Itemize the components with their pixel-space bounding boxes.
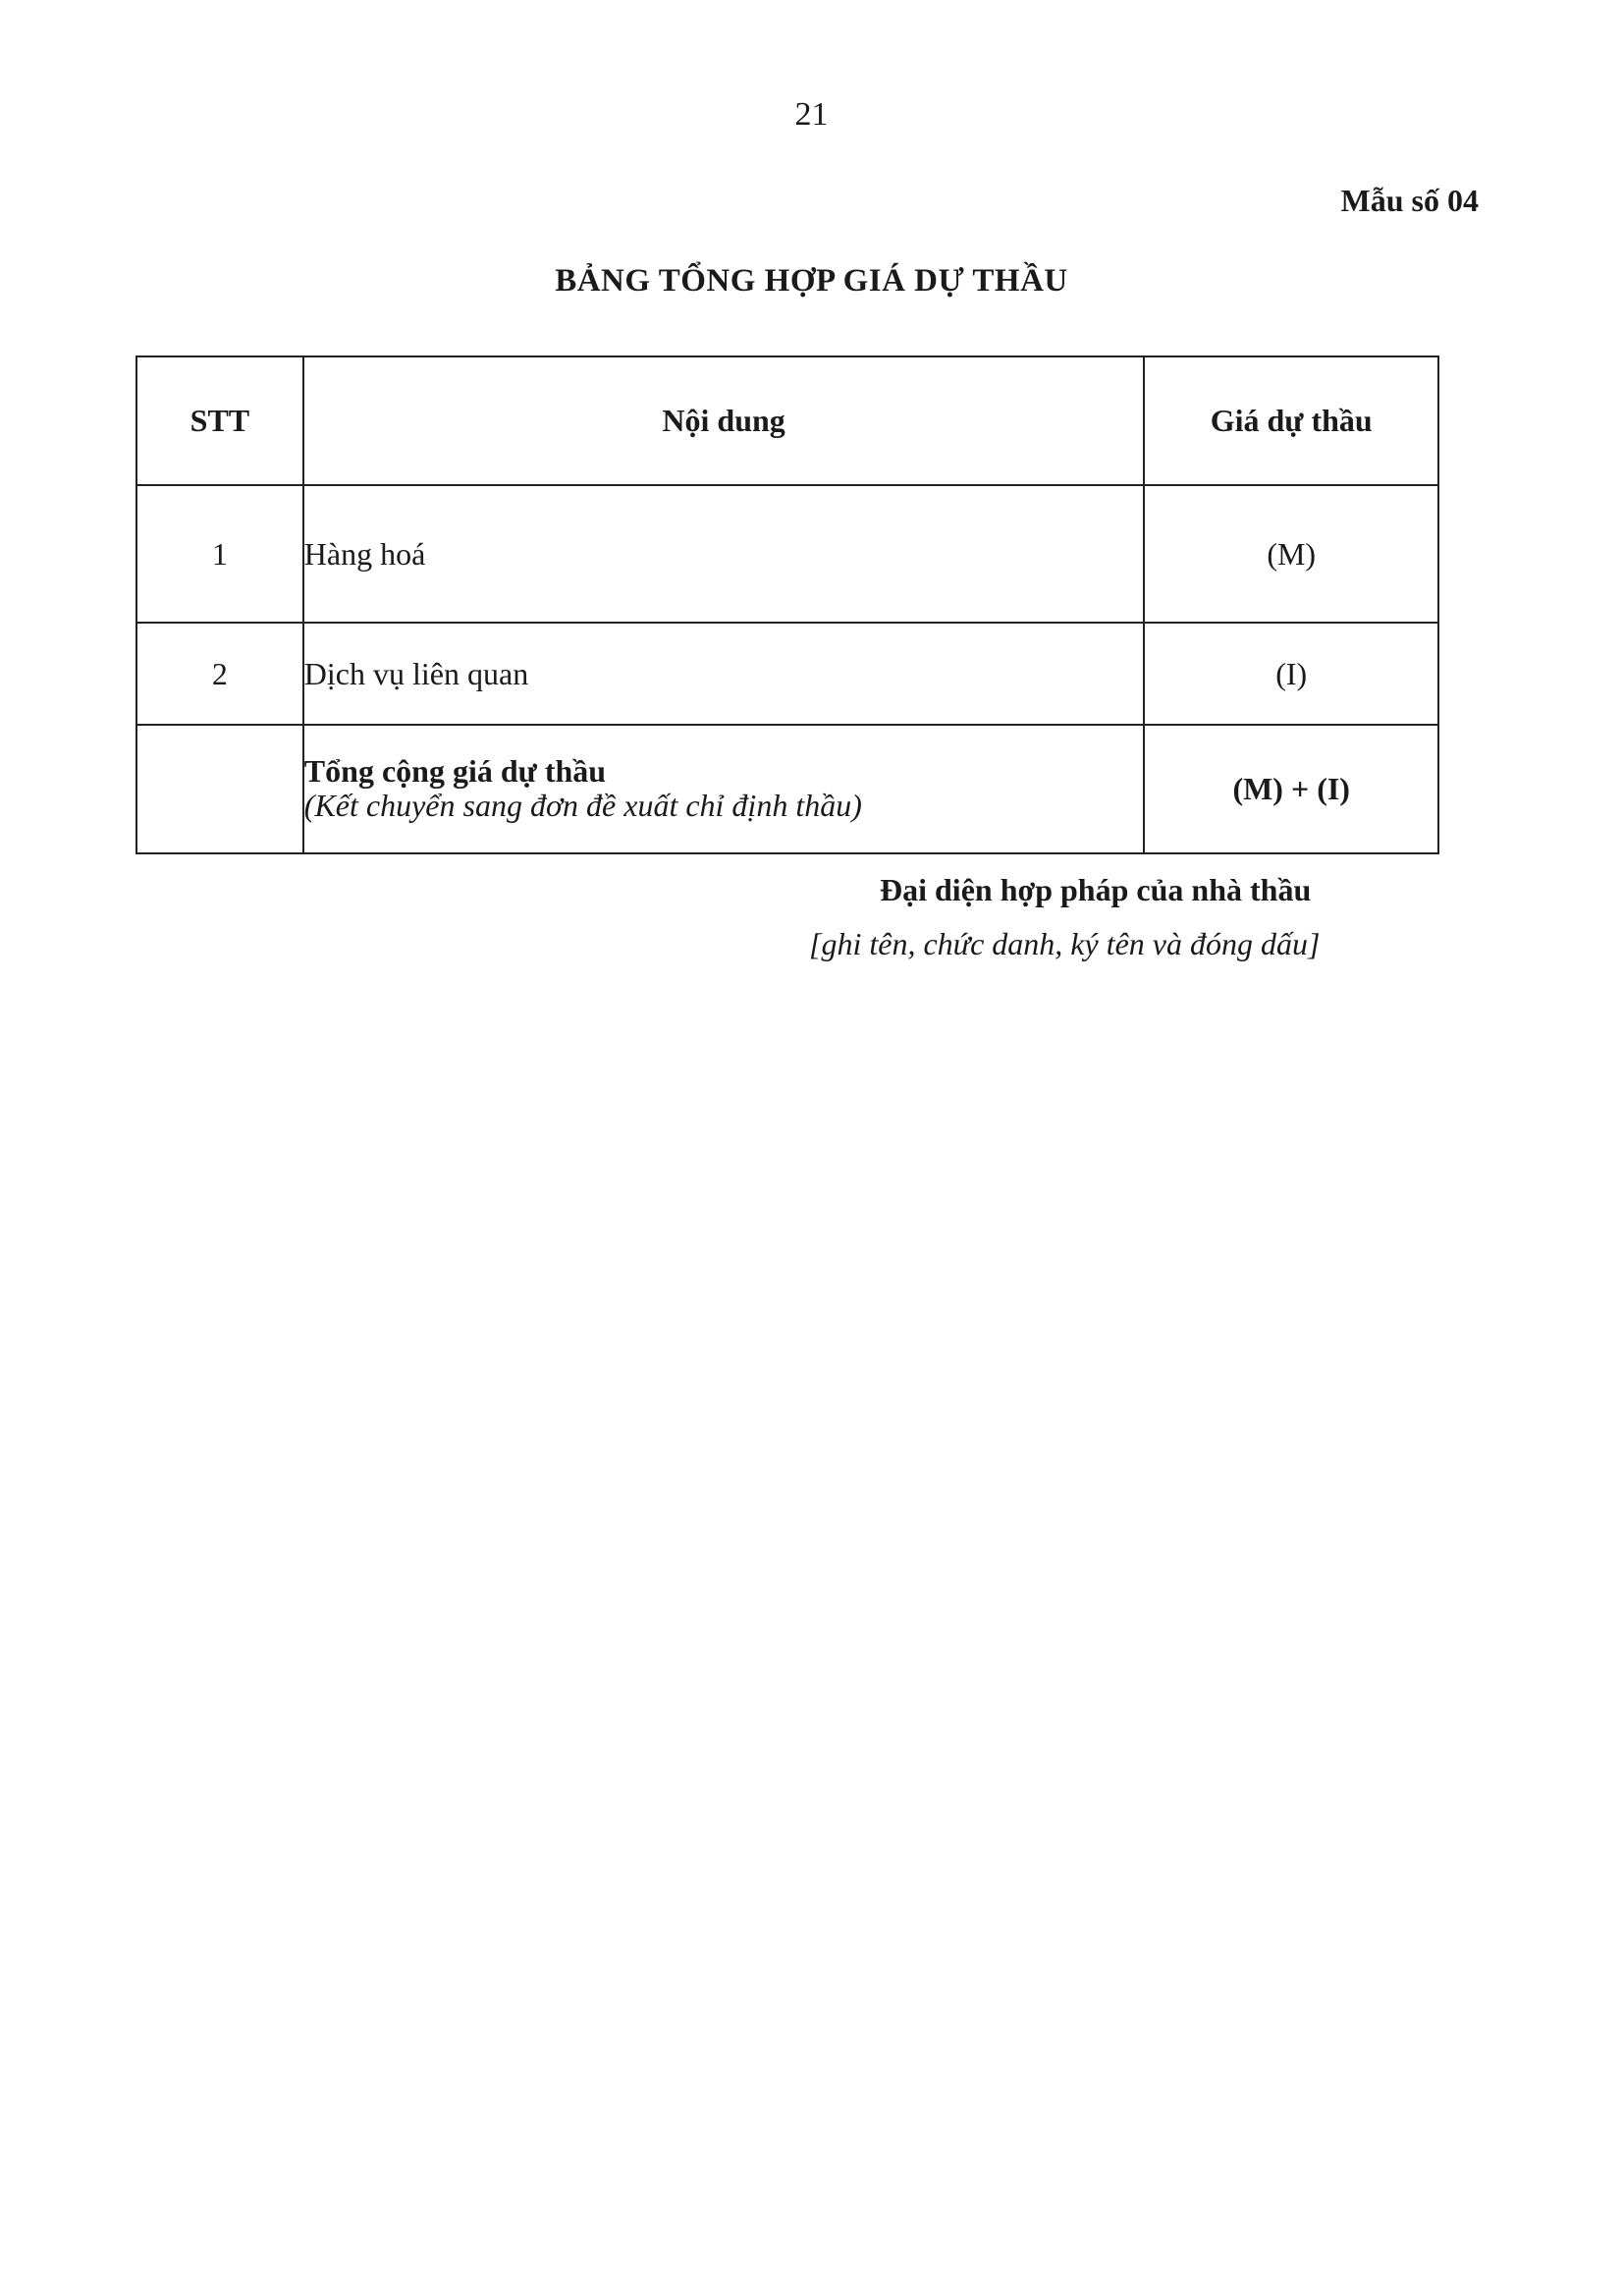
total-label: Tổng cộng giá dự thầu bbox=[303, 753, 607, 790]
document-title: BẢNG TỔNG HỢP GIÁ DỰ THẦU bbox=[555, 263, 1068, 299]
signature-title: Đại diện hợp pháp của nhà thầu bbox=[880, 872, 1312, 907]
table-row bbox=[136, 623, 1438, 725]
total-price: (M) + (I) bbox=[1144, 725, 1438, 853]
row-stt: 2 bbox=[136, 623, 303, 725]
form-number: Mẫu số 04 bbox=[1340, 183, 1479, 218]
table-row bbox=[136, 485, 1438, 623]
row-content: Hàng hoá bbox=[303, 485, 1145, 623]
signature-note: [ghi tên, chức danh, ký tên và đóng dấu] bbox=[809, 926, 1321, 961]
total-content bbox=[303, 725, 1145, 853]
table-total-row bbox=[136, 725, 1438, 853]
total-stt bbox=[136, 725, 303, 853]
row-price: (I) bbox=[1144, 623, 1438, 725]
row-content: Dịch vụ liên quan bbox=[303, 623, 1145, 725]
header-price: Giá dự thầu bbox=[1144, 356, 1438, 485]
table-header-row bbox=[136, 356, 1438, 485]
row-stt: 1 bbox=[136, 485, 303, 623]
header-stt: STT bbox=[136, 356, 303, 485]
row-price: (M) bbox=[1144, 485, 1438, 623]
bid-price-summary-table bbox=[135, 355, 1439, 854]
total-note: (Kết chuyển sang đơn đề xuất chỉ định thầu) bbox=[303, 787, 862, 823]
page-number: 21 bbox=[794, 96, 829, 133]
header-content: Nội dung bbox=[303, 356, 1145, 485]
